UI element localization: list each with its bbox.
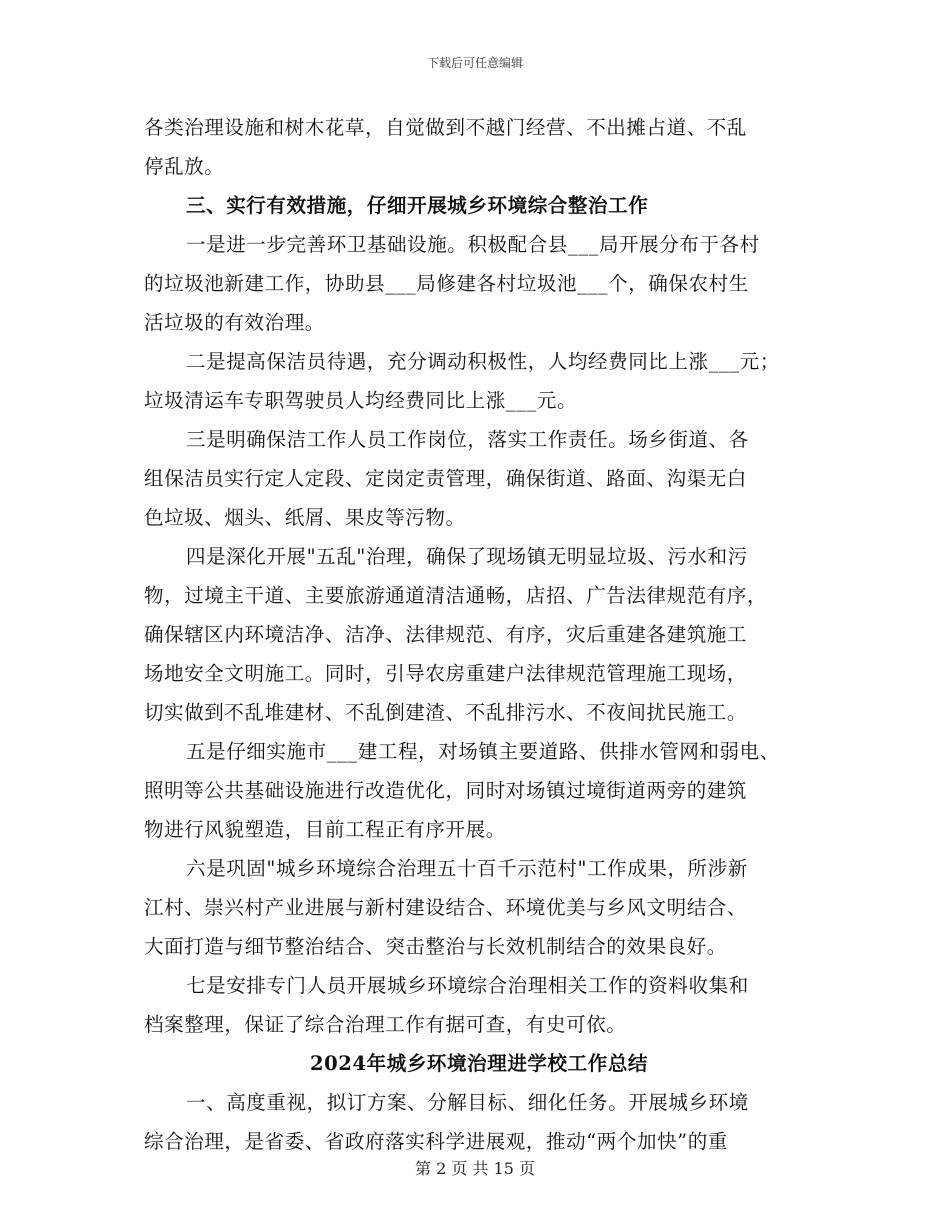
text-line: 的垃圾池新建工作，协助县___局修建各村垃圾池___个，确保农村生 [144,272,749,295]
text-line: 场地安全文明施工。同时，引导农房重建户法律规范管理施工现场， [144,662,748,685]
text-line: 综合治理，是省委、省政府落实科学进展观，推动“两个加快”的重 [144,1130,728,1153]
text-line: 色垃圾、烟头、纸屑、果皮等污物。 [144,506,466,529]
text-line: 一、高度重视，拟订方案、分解目标、细化任务。开展城乡环境 [186,1091,749,1114]
page-header: 下载后可任意编辑 [426,56,523,70]
text-line: 江村、崇兴村产业进展与新村建设结合、环境优美与乡风文明结合、 [144,896,748,919]
text-line: 一是进一步完善环卫基础设施。积极配合县___局开展分布于各村 [186,233,760,256]
text-line: 三是明确保洁工作人员工作岗位，落实工作责任。场乡街道、各 [186,428,749,451]
text-line: 物，过境主干道、主要旅游通道清洁通畅，店招、广告法律规范有序， [144,584,768,607]
text-line: 七是安排专门人员开展城乡环境综合治理相关工作的资料收集和 [186,974,749,997]
text-line: 六是巩固"城乡环境综合治理五十百千示范村"工作成果，所涉新 [186,857,748,880]
text-line: 确保辖区内环境洁净、洁净、法律规范、有序，灾后重建各建筑施工 [144,623,748,646]
text-line: 物进行风貌塑造，目前工程正有序开展。 [144,818,506,841]
text-line: 垃圾清运车专职驾驶员人均经费同比上涨___元。 [144,389,578,412]
text-line: 停乱放。 [144,155,225,178]
text-line: 照明等公共基础设施进行改造优化，同时对场镇过境街道两旁的建筑 [144,779,748,802]
page-footer: 第 2 页 共 15 页 [415,1159,535,1178]
document-body [144,108,814,1161]
text-line: 活垃圾的有效治理。 [144,311,325,334]
text-line: 大面打造与细节整治结合、突击整治与长效机制结合的效果良好。 [144,935,727,958]
text-line: 五是仔细实施市___建工程，对场镇主要道路、供排水管网和弱电、 [186,740,780,763]
text-line: 四是深化开展"五乱"治理，确保了现场镇无明显垃圾、污水和污 [186,545,748,568]
text-line: 二是提高保洁员待遇，充分调动积极性，人均经费同比上涨___元； [186,350,780,373]
text-line: 各类治理设施和树木花草，自觉做到不越门经营、不出摊占道、不乱 [144,116,748,139]
text-line: 组保洁员实行定人定段、定岗定责管理，确保街道、路面、沟渠无白 [144,467,748,490]
text-line: 切实做到不乱堆建材、不乱倒建渣、不乱排污水、不夜间扰民施工。 [144,701,748,724]
document-title: 2024年城乡环境治理进学校工作总结 [309,1052,649,1075]
text-line: 档案整理，保证了综合治理工作有据可查，有史可依。 [144,1013,627,1036]
section-heading: 三、实行有效措施，仔细开展城乡环境综合整治工作 [186,194,649,217]
